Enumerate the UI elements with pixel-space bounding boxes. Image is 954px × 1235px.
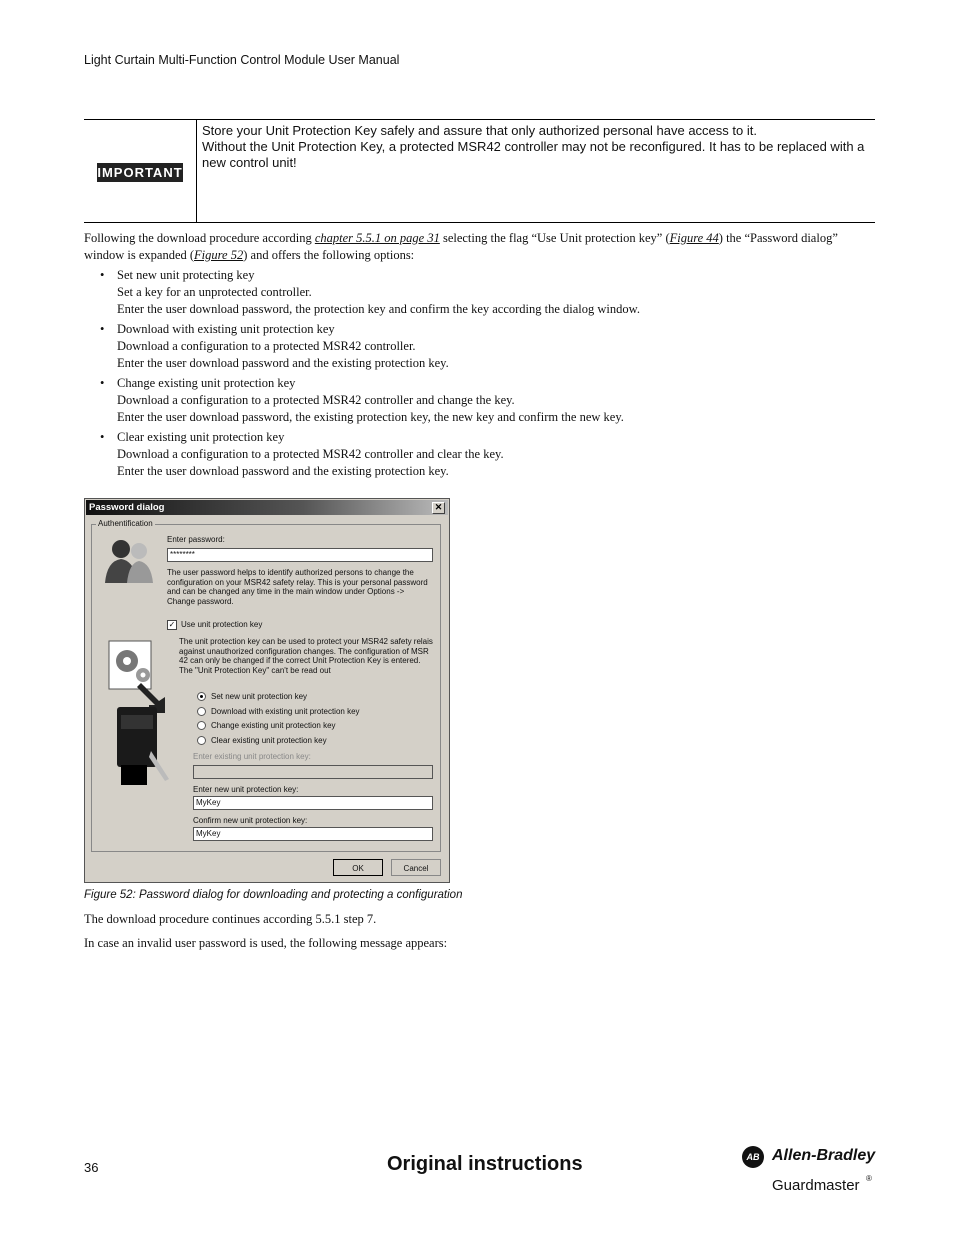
paragraph-continue: The download procedure continues according 5.5.1 step 7. (84, 912, 377, 926)
close-icon[interactable]: ✕ (432, 502, 445, 514)
intro-text: Following the download procedure according (84, 231, 315, 245)
figure-caption: Figure 52: Password dialog for downloading and protecting a configuration (84, 889, 463, 901)
option-desc: Set a key for an unprotected controller. (117, 285, 312, 299)
radio-icon[interactable] (197, 692, 206, 701)
new-key-label: Enter new unit protection key: (193, 785, 299, 794)
intro-paragraph (84, 230, 874, 264)
option-desc: Enter the user download password, the protection key and confirm the key according the dialog window. (117, 302, 640, 316)
existing-key-input (193, 765, 433, 779)
confirm-key-label: Confirm new unit protection key: (193, 816, 308, 825)
use-key-label: Use unit protection key (181, 620, 263, 630)
dialog-title: Password dialog (89, 502, 165, 513)
option-title: • Clear existing unit protection key (117, 430, 285, 444)
intro-text: ) the “Password dialog” window is expanded ( (84, 231, 838, 262)
footer-title: Original instructions (387, 1153, 583, 1175)
body-text (84, 230, 874, 483)
notice-divider (196, 120, 197, 222)
running-header: Light Curtain Multi-Function Control Module User Manual (84, 53, 400, 67)
important-text (202, 123, 872, 171)
confirm-key-input[interactable]: MyKey (193, 827, 433, 841)
options-list (84, 267, 874, 480)
cancel-button[interactable]: Cancel (391, 859, 441, 876)
users-icon (101, 537, 157, 585)
option-desc: Enter the user download password and the existing protection key. (117, 464, 449, 478)
radio-icon[interactable] (197, 707, 206, 716)
intro-text: ) and offers the following options: (243, 248, 415, 262)
use-key-checkbox[interactable] (167, 620, 262, 630)
allen-bradley-logo-icon: AB (742, 1146, 764, 1168)
radio-label: Clear existing unit protection key (211, 736, 327, 745)
enter-password-label: Enter password: (167, 535, 225, 544)
checkbox-icon[interactable]: ✓ (168, 620, 176, 629)
group-label: Authentification (98, 519, 153, 528)
option-desc: Download a configuration to a protected MSR42 controller and clear the key. (117, 447, 504, 461)
important-badge: IMPORTANT (97, 165, 183, 180)
radio-download-existing-key[interactable] (197, 707, 360, 716)
dialog-title-bar (86, 500, 448, 515)
radio-label: Download with existing unit protection key (211, 707, 360, 716)
registered-mark: ® (866, 1174, 872, 1183)
option-desc: Download a configuration to a protected MSR42 controller and change the key. (117, 393, 515, 407)
radio-change-existing-key[interactable] (197, 721, 336, 730)
figure-52-link[interactable]: Figure 52 (194, 248, 244, 262)
radio-icon[interactable] (197, 736, 206, 745)
page-number: 36 (84, 1160, 99, 1175)
figure-44-link[interactable]: Figure 44 (669, 231, 719, 245)
password-input[interactable]: ******** (167, 548, 433, 562)
option-title: • Download with existing unit protection key (117, 322, 335, 336)
option-title: • Set new unit protecting key (117, 268, 255, 282)
ok-button[interactable]: OK (333, 859, 383, 876)
intro-text: selecting the flag “Use Unit protection key” ( (439, 231, 670, 245)
option-title: • Change existing unit protection key (117, 376, 296, 390)
paragraph-invalid-password: In case an invalid user password is used, the following message appears: (84, 936, 448, 950)
list-item (84, 429, 874, 480)
list-item (84, 375, 874, 426)
radio-label: Change existing unit protection key (211, 721, 336, 730)
important-notice (84, 119, 875, 223)
radio-clear-existing-key[interactable] (197, 736, 327, 745)
sub-brand-name: Guardmaster (772, 1177, 860, 1194)
option-desc: Enter the user download password and the existing protection key. (117, 356, 449, 370)
password-dialog-screenshot (84, 498, 450, 883)
new-key-input[interactable]: MyKey (193, 796, 433, 810)
option-desc: Download a configuration to a protected MSR42 controller. (117, 339, 416, 353)
radio-set-new-key[interactable] (197, 692, 307, 701)
password-help: The user password helps to identify authorized persons to change the configuration on your MSR42 safety relay. This is your personal password and can be changed any time in the main window under Options -> Change password. (167, 568, 428, 606)
existing-key-label: Enter existing unit protection key: (193, 752, 311, 761)
radio-label: Set new unit protection key (211, 692, 308, 701)
option-desc: Enter the user download password, the existing protection key, the new key and confirm the new key. (117, 410, 624, 424)
radio-icon[interactable] (197, 721, 206, 730)
important-line-1: Store your Unit Protection Key safely and assure that only authorized personal have access to it. (202, 123, 757, 138)
list-item (84, 321, 874, 372)
chapter-link[interactable]: chapter 5.5.1 on page 31 (314, 231, 440, 245)
key-help: The unit protection key can be used to protect your MSR42 safety relais against unauthorized configuration changes. The configuration of MSR 42 can only be changed if the correct Unit Protection Key is entered. The "Unit Protection Key" can't be read out (179, 637, 433, 675)
brand-name: Allen-Bradley (772, 1147, 876, 1164)
gears-device-icon (107, 639, 177, 789)
list-item (84, 267, 874, 318)
important-line-2: Without the Unit Protection Key, a protected MSR42 controller may not be reconfigured. It has to be replaced with a new control unit! (202, 139, 865, 170)
